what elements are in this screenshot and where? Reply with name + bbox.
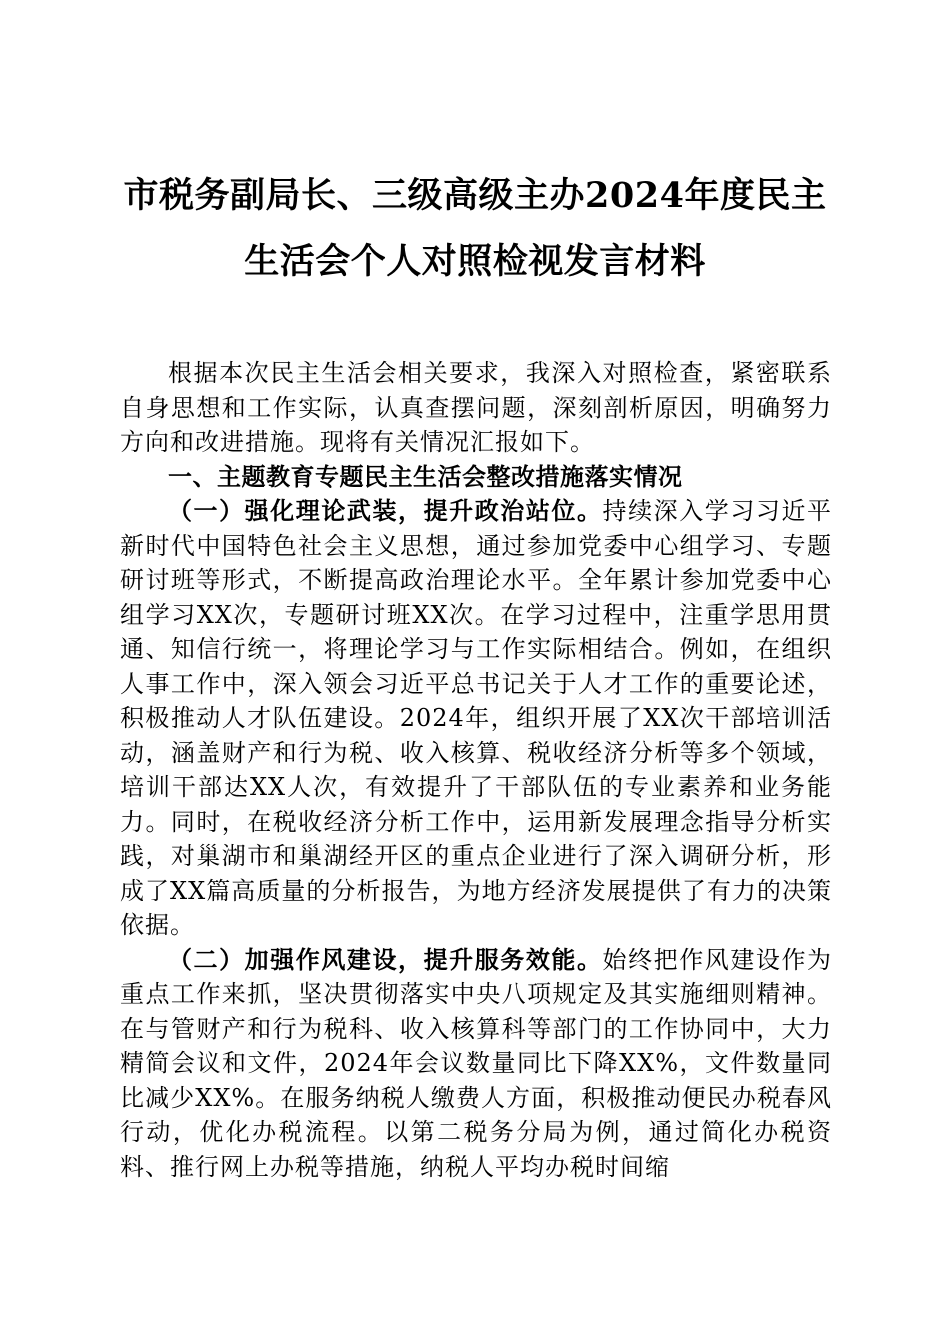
document-title-line-1: 市税务副局长、三级高级主办2024年度民主: [123, 175, 827, 216]
intro-paragraph: 根据本次民主生活会相关要求，我深入对照检查，紧密联系自身思想和工作实际，认真查摆问题，深刻剖析原因，明确努力方向和改进措施。现将有关情况汇报如下。: [120, 359, 832, 456]
item-body-1: 持续深入学习习近平新时代中国特色社会主义思想，通过参加党委中心组学习、专题研讨班等形式，不断提高政治理论水平。全年累计参加党委中心组学习XX次，专题研讨班XX次。在学习过程中，注重学思用贯通、知信行统一，将理论学习与工作实际相结合。例如，在组织人事工作中，深入领会习近平总书记关于人才工作的重要论述，积极推动人才队伍建设。2024年，组织开展了XX次干部培训活动，涵盖财产和行为税、收入核算、税收经济分析等多个领域，培训干部达XX人次，有效提升了干部队伍的专业素养和业务能力。同时，在税收经济分析工作中，运用新发展理念指导分析实践，对巢湖市和巢湖经开区的重点企业进行了深入调研分析，形成了XX篇高质量的分析报告，为地方经济发展提供了有力的决策依据。: [120, 497, 833, 939]
document-title-line-2: 生活会个人对照检视发言材料: [244, 241, 706, 282]
item-paragraph-1: [120, 494, 832, 943]
item-body-2: 始终把作风建设作为重点工作来抓，坚决贯彻落实中央八项规定及其实施细则精神。在与管财产和行为税科、收入核算科等部门的工作协同中，大力精简会议和文件，2024年会议数量同比下降XX%，文件数量同比减少XX%。在服务纳税人缴费人方面，积极推动便民办税春风行动，优化办税流程。以第二税务分局为例，通过简化办税资料、推行网上办税等措施，纳税人平均办税时间缩: [120, 945, 833, 1181]
section-heading-1: 一、主题教育专题民主生活会整改措施落实情况: [168, 462, 683, 491]
document-body: [120, 356, 832, 1184]
item-lead-2: （二）加强作风建设，提升服务效能。: [168, 944, 603, 974]
item-lead-1: （一）强化理论武装，提升政治站位。: [168, 496, 603, 525]
item-paragraph-2: [120, 943, 832, 1185]
